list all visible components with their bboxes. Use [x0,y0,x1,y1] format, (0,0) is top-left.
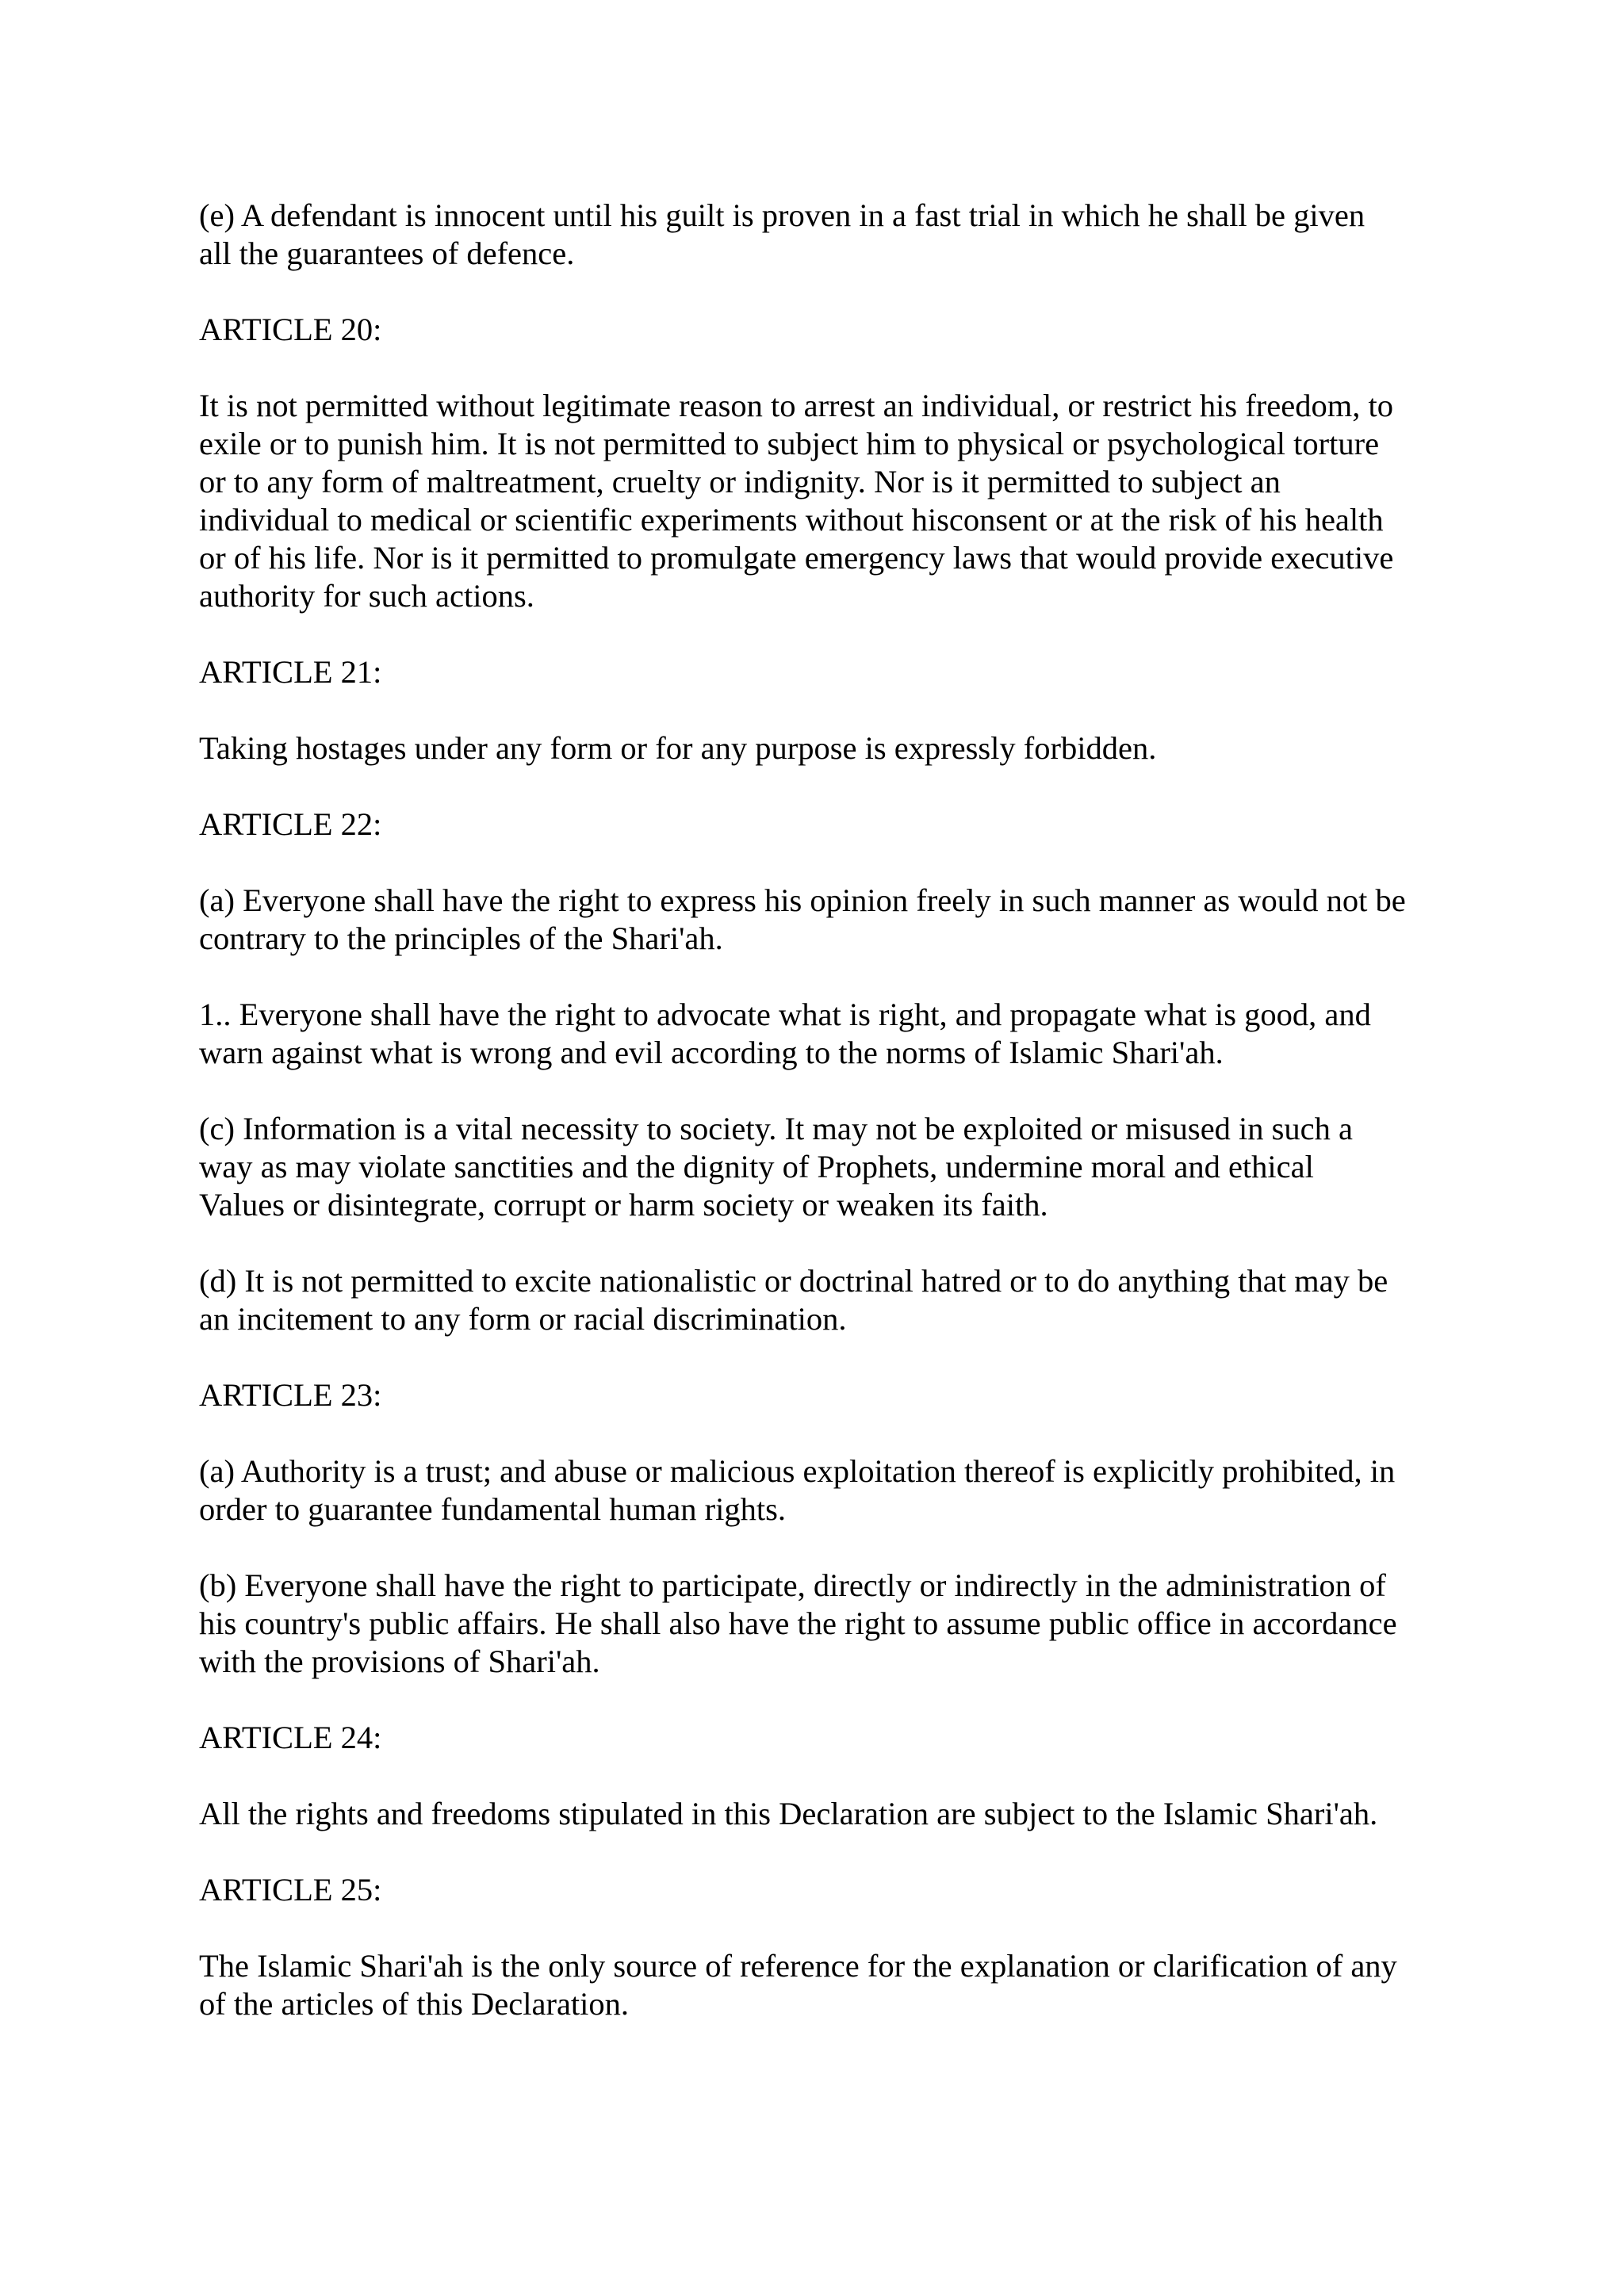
paragraph-article-22-d [199,1262,1452,1338]
text-line: order to guarantee fundamental human rights. [199,1491,786,1527]
text-line: ARTICLE 24: [199,1720,382,1755]
paragraph-article-22-a [199,882,1452,958]
text-line: Values or disintegrate, corrupt or harm society or weaken its faith. [199,1187,1048,1223]
text-line: of the articles of this Declaration. [199,1986,630,2022]
paragraph-article-23-b [199,1567,1452,1681]
document-body [199,197,1452,2023]
text-line: (a) Authority is a trust; and abuse or malicious exploitation thereof is explicitly prohibited, in [199,1453,1396,1489]
text-line: exile or to punish him. It is not permitted to subject him to physical or psychological torture [199,426,1380,461]
paragraph-article-24 [199,1795,1452,1833]
paragraph-article-22-c [199,1110,1452,1224]
article-22-heading [199,806,1452,844]
text-line: or of his life. Nor is it permitted to promulgate emergency laws that would provide executive [199,540,1394,576]
paragraph-article-21 [199,729,1452,767]
text-line: authority for such actions. [199,578,534,614]
text-line: Taking hostages under any form or for any purpose is expressly forbidden. [199,730,1157,766]
text-line: ARTICLE 21: [199,654,382,690]
text-line: an incitement to any form or racial discrimination. [199,1301,847,1337]
text-line: ARTICLE 25: [199,1872,382,1908]
text-line: 1.. Everyone shall have the right to advocate what is right, and propagate what is good, and [199,997,1371,1032]
text-line: individual to medical or scientific experiments without hisconsent or at the risk of his health [199,502,1384,538]
article-25-heading [199,1871,1452,1909]
text-line: way as may violate sanctities and the dignity of Prophets, undermine moral and ethical [199,1149,1314,1184]
article-23-heading [199,1376,1452,1414]
text-line: (a) Everyone shall have the right to express his opinion freely in such manner as would not be [199,882,1406,918]
text-line: The Islamic Shari'ah is the only source of reference for the explanation or clarification of any [199,1948,1397,1984]
paragraph-article-22-b [199,996,1452,1072]
article-24-heading [199,1719,1452,1757]
text-line: contrary to the principles of the Shari'ah. [199,920,723,956]
text-line: All the rights and freedoms stipulated in this Declaration are subject to the Islamic Shari'ah. [199,1796,1378,1831]
text-line: warn against what is wrong and evil according to the norms of Islamic Shari'ah. [199,1035,1224,1070]
text-line: with the provisions of Shari'ah. [199,1644,600,1679]
text-line: (c) Information is a vital necessity to society. It may not be exploited or misused in such a [199,1111,1354,1146]
text-line: (b) Everyone shall have the right to participate, directly or indirectly in the administration of [199,1567,1386,1603]
paragraph-article-25 [199,1947,1452,2023]
text-line: or to any form of maltreatment, cruelty or indignity. Nor is it permitted to subject an [199,464,1281,499]
text-line: all the guarantees of defence. [199,235,575,271]
article-21-heading [199,653,1452,691]
text-line: his country's public affairs. He shall also have the right to assume public office in accordance [199,1605,1397,1641]
paragraph-article-19-e [199,197,1452,273]
text-line: (d) It is not permitted to excite nationalistic or doctrinal hatred or to do anything that may be [199,1263,1388,1299]
text-line: ARTICLE 22: [199,806,382,842]
text-line: ARTICLE 23: [199,1377,382,1413]
text-line: It is not permitted without legitimate reason to arrest an individual, or restrict his freedom, to [199,388,1393,423]
paragraph-article-20 [199,387,1452,615]
paragraph-article-23-a [199,1452,1452,1529]
text-line: (e) A defendant is innocent until his guilt is proven in a fast trial in which he shall be given [199,197,1365,233]
article-20-heading [199,311,1452,349]
text-line: ARTICLE 20: [199,312,382,347]
